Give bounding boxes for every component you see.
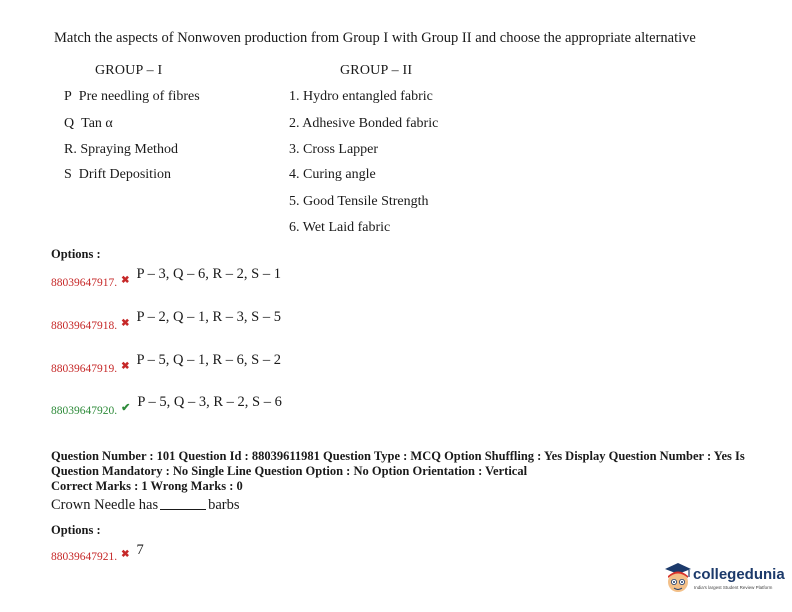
correct-check-icon: ✔ (121, 402, 131, 414)
group1-item-text: Tan α (81, 116, 113, 131)
wrong-cross-icon: ✖ (121, 275, 130, 286)
logo-name: collegedunia (693, 566, 785, 583)
group1-item-s (64, 167, 171, 183)
group2-item-2: 2. Adhesive Bonded fabric (289, 116, 439, 131)
group2-item-1: 1. Hydro entangled fabric (289, 89, 433, 104)
group2-heading: GROUP – II (340, 63, 413, 78)
prompt-before-blank: Crown Needle has (51, 497, 159, 513)
group1-item-q (64, 116, 113, 132)
group1-heading: GROUP – I (95, 63, 163, 78)
question-prompt: Match the aspects of Nonwoven production from Group I with Group II and choose the appropriate alternative (54, 30, 696, 46)
group2-item-5: 5. Good Tensile Strength (289, 194, 429, 209)
wrong-cross-icon: ✖ (121, 318, 130, 329)
option-text: P – 5, Q – 3, R – 2, S – 6 (137, 394, 282, 410)
group1-item-key: P (64, 89, 72, 104)
group1-item-text: Spraying Method (80, 142, 178, 157)
marks-line: Correct Marks : 1 Wrong Marks : 0 (51, 479, 243, 493)
options-label: Options : (51, 247, 101, 261)
option-id: 88039647918. (51, 320, 118, 332)
options-label: Options : (51, 523, 101, 537)
group2-item-6: 6. Wet Laid fabric (289, 220, 391, 235)
question2-prompt (51, 497, 240, 514)
option-text: 7 (136, 542, 144, 558)
option-id: 88039647919. (51, 363, 118, 375)
collegedunia-logo (664, 560, 790, 600)
option-text: P – 5, Q – 1, R – 6, S – 2 (136, 352, 281, 368)
option-id: 88039647917. (51, 277, 118, 289)
option-row[interactable] (51, 308, 281, 332)
question-meta-line1: Question Number : 101 Question Id : 88039611981 Question Type : MCQ Option Shuffling : Yes Display Question Number : Yes Is (51, 449, 745, 463)
group1-item-text: Pre needling of fibres (78, 89, 200, 104)
group1-item-text: Drift Deposition (78, 167, 171, 182)
prompt-after-blank: barbs (208, 497, 240, 513)
option-row[interactable] (51, 541, 144, 563)
group2-item-3: 3. Cross Lapper (289, 142, 379, 157)
option-text: P – 2, Q – 1, R – 3, S – 5 (136, 309, 281, 325)
group2-item-4: 4. Curing angle (289, 167, 376, 182)
mascot-icon (664, 562, 692, 598)
group1-item-r (64, 142, 178, 158)
wrong-cross-icon: ✖ (121, 361, 130, 372)
question-meta-line2: Question Mandatory : No Single Line Question Option : No Option Orientation : Vertical (51, 464, 528, 478)
option-id: 88039647920. (51, 405, 118, 417)
group1-item-key: R. (64, 142, 77, 157)
wrong-cross-icon: ✖ (121, 549, 130, 560)
option-row[interactable] (51, 265, 281, 289)
option-row[interactable] (51, 351, 281, 375)
option-id: 88039647921. (51, 551, 118, 563)
answer-blank (160, 497, 206, 510)
logo-tagline: India's largest Student Review Platform (694, 585, 773, 590)
option-text: P – 3, Q – 6, R – 2, S – 1 (136, 266, 281, 282)
group1-item-key: S (64, 167, 72, 182)
group1-item-key: Q (64, 116, 75, 131)
option-row[interactable] (51, 393, 282, 417)
group1-item-p (64, 89, 200, 105)
